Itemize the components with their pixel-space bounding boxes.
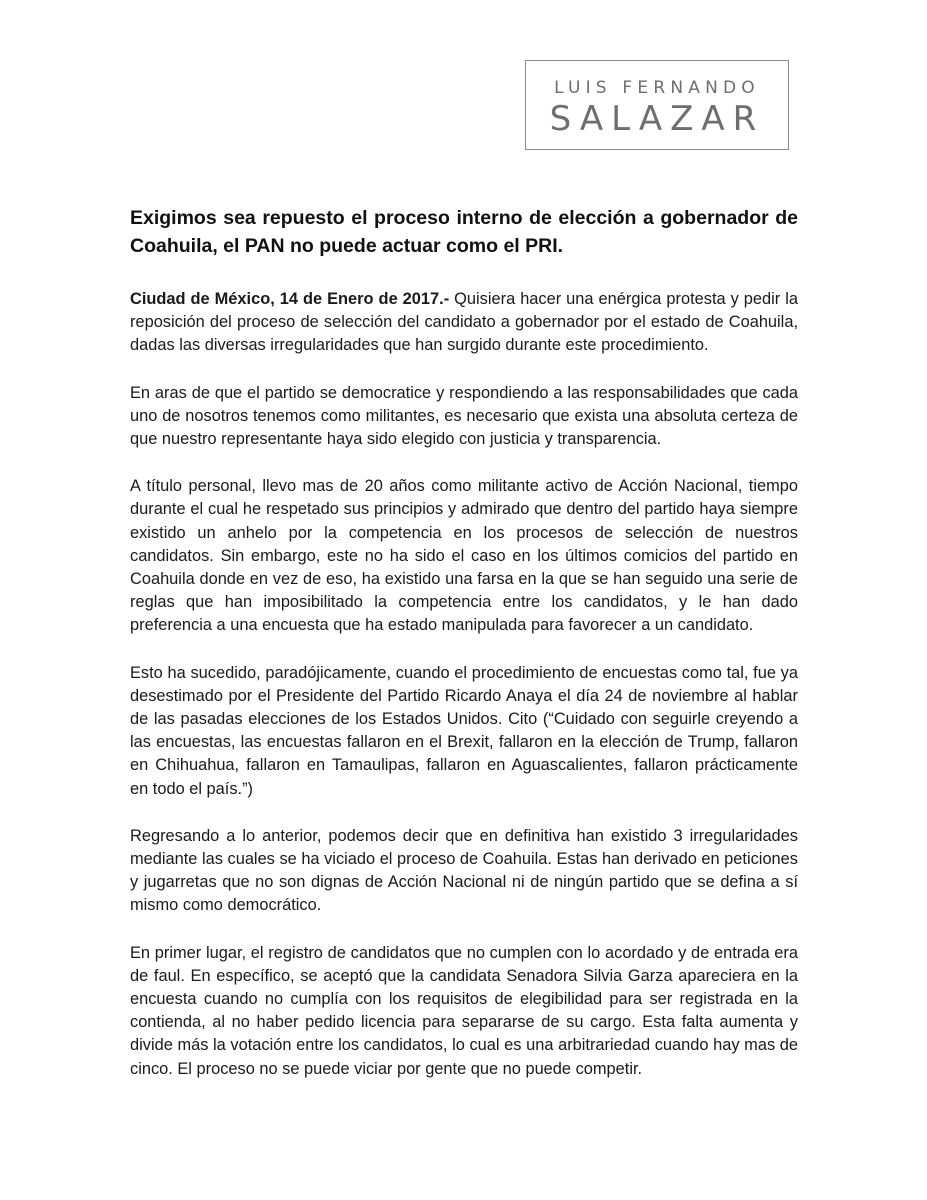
paragraph-text: Quisiera hacer una enérgica protesta y pedir la reposición del proceso de selección del candidato a gobernador por el estado de Coahuila, dadas las diversas irregularidades que han surgido durante este procedimiento. <box>130 290 798 355</box>
paragraph: En primer lugar, el registro de candidatos que no cumplen con lo acordado y de entrada era de faul. En específico, se aceptó que la candidata Senadora Silvia Garza apareciera en la encuesta cuando no cumplía con los requisitos de elegibilidad para ser registrada en la contienda, al no haber pedido licencia para separarse de su cargo. Esta falta aumenta y divide más la votación entre los candidatos, lo cual es una arbitrariedad cuando hay mas de cinco. El proceso no se puede viciar por gente que no puede competir. <box>130 943 798 1078</box>
author-logo <box>525 60 789 150</box>
paragraph-dateline <box>130 288 798 358</box>
paragraph: En aras de que el partido se democratice y respondiendo a las responsabilidades que cada uno de nosotros tenemos como militantes, es necesario que exista una absoluta certeza de que nuestro representante haya sido elegido con justicia y transparencia. <box>130 383 798 449</box>
press-release-body <box>130 204 798 1105</box>
logo-last-name: SALAZAR <box>549 99 765 139</box>
dateline: Ciudad de México, 14 de Enero de 2017.- <box>130 290 450 308</box>
logo-first-name: LUIS FERNANDO <box>554 78 760 98</box>
press-release-headline: Exigimos sea repuesto el proceso interno de elección a gobernador de Coahuila, el PAN no puede actuar como el PRI. <box>130 207 798 257</box>
paragraph: Regresando a lo anterior, podemos decir que en definitiva han existido 3 irregularidades mediante las cuales se ha viciado el proceso de Coahuila. Estas han derivado en peticiones y jugarretas que no son dignas de Acción Nacional ni de ningún partido que se defina a sí mismo como democrático. <box>130 826 798 915</box>
paragraph: A título personal, llevo mas de 20 años como militante activo de Acción Nacional, tiempo durante el cual he respetado sus principios y admirado que dentro del partido haya siempre existido un anhelo por la competencia en los procesos de selección de nuestros candidatos. Sin embargo, este no ha sido el caso en los últimos comicios del partido en Coahuila donde en vez de eso, ha existido una farsa en la que se han seguido una serie de reglas que han imposibilitado la competencia entre los candidatos, y le han dado preferencia a una encuesta que ha estado manipulada para favorecer a un candidato. <box>130 477 798 635</box>
paragraph: Esto ha sucedido, paradójicamente, cuando el procedimiento de encuestas como tal, fue ya desestimado por el Presidente del Partido Ricardo Anaya el día 24 de noviembre al hablar de las pasadas elecciones de los Estados Unidos. Cito (“Cuidado con seguirle creyendo a las encuestas, las encuestas fallaron en el Brexit, fallaron en la elección de Trump, fallaron en Chihuahua, fallaron en Tamaulipas, fallaron en Aguascalientes, fallaron prácticamente en todo el país.”) <box>130 663 798 798</box>
